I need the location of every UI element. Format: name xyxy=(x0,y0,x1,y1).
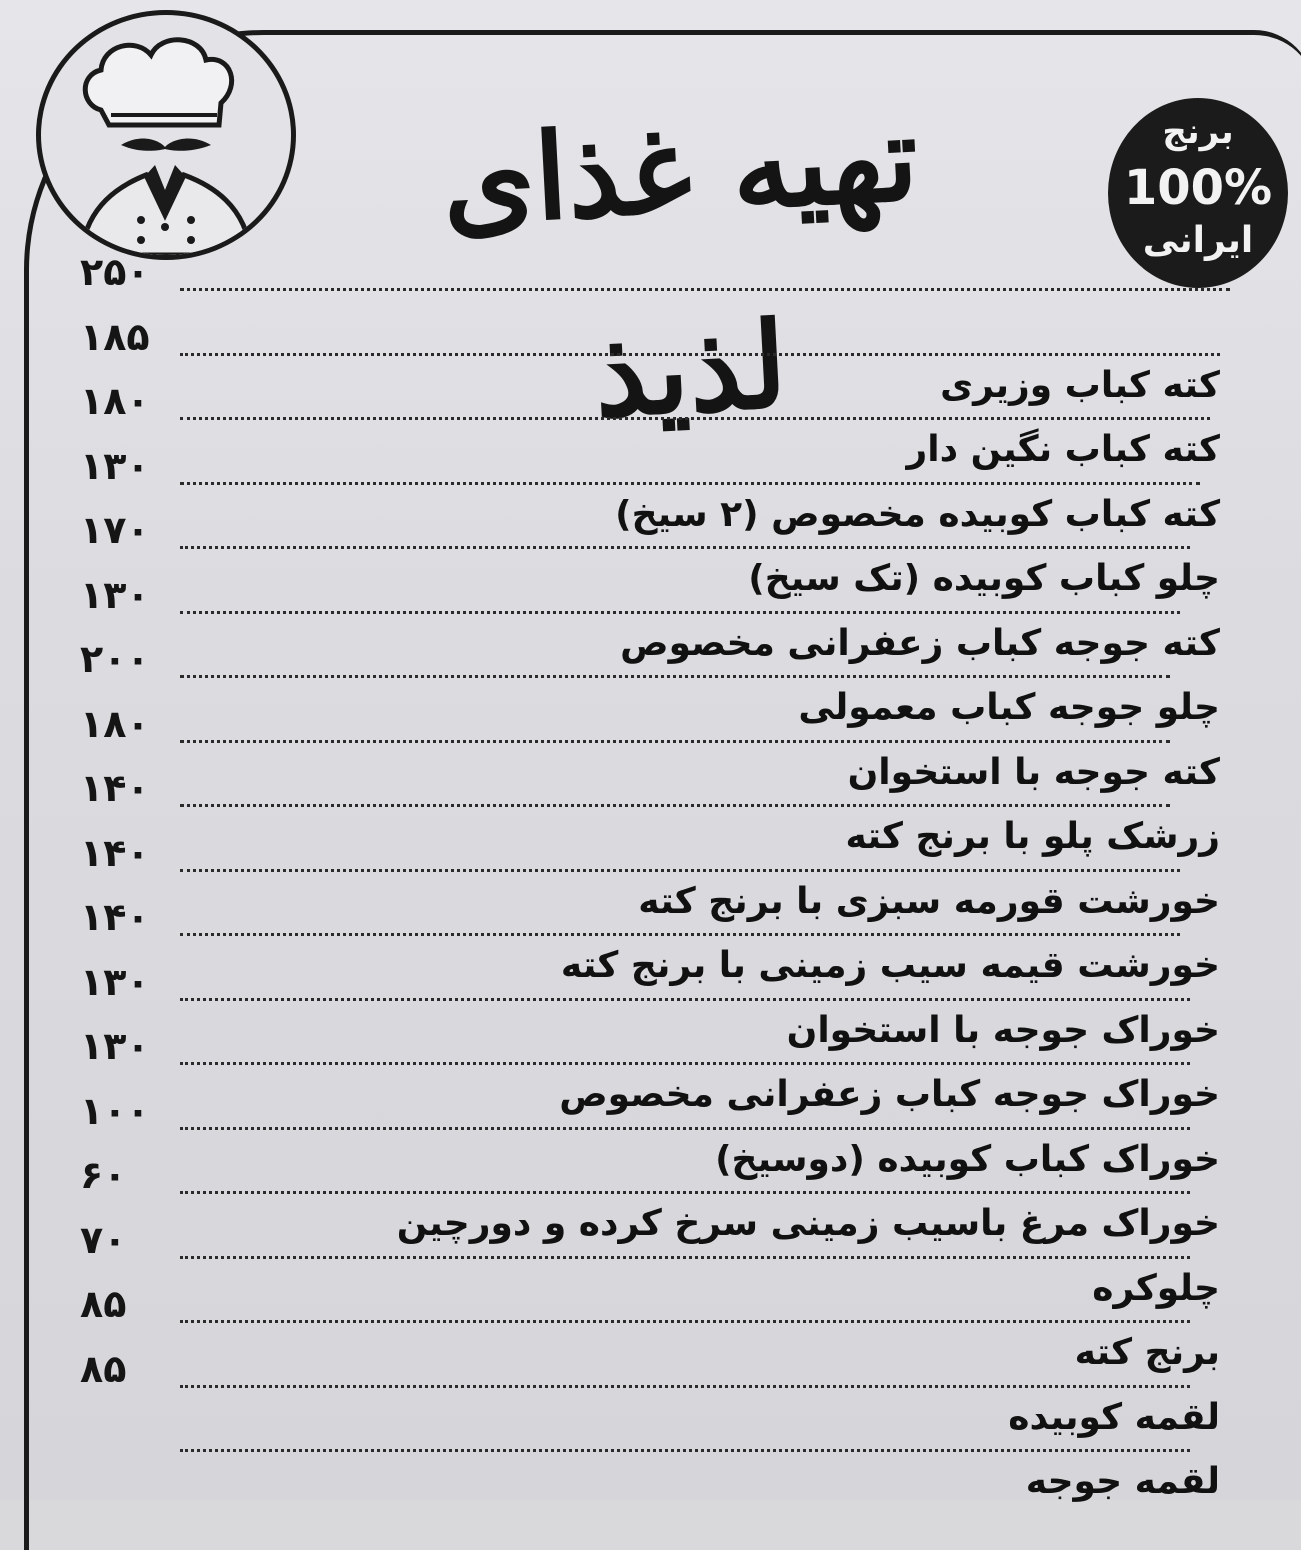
menu-item-name: خورشت قورمه سبزی با برنج کته xyxy=(638,880,1220,922)
menu-item-price: ۲۰۰ xyxy=(80,637,150,681)
restaurant-title: تهیه غذای لذیذ xyxy=(438,87,922,444)
chef-icon xyxy=(41,15,291,255)
menu-item-name: لقمه کوبیده xyxy=(1008,1396,1220,1438)
top-price-row xyxy=(60,250,1220,315)
menu-item-price: ۱۴۰ xyxy=(80,895,150,939)
menu-item-price: ۱۷۰ xyxy=(80,508,150,552)
price-leader-dots xyxy=(180,675,1170,678)
price-leader-dots xyxy=(180,611,1180,614)
menu-item-name: خوراک جوجه با استخوان xyxy=(786,1009,1220,1051)
price-leader-dots xyxy=(180,1320,1190,1323)
menu-item-name: برنج کته xyxy=(1074,1332,1220,1373)
badge-top-text: برنج xyxy=(1162,112,1234,152)
price-leader-dots xyxy=(180,804,1170,807)
menu-item-price: ۱۰۰ xyxy=(80,1088,150,1133)
menu-item-name: خوراک جوجه کباب زعفرانی مخصوص xyxy=(559,1074,1220,1115)
menu-item-price: ۱۸۰ xyxy=(80,379,150,423)
top-price: ۲۵۰ xyxy=(80,250,150,294)
menu-item-name: زرشک پلو با برنج کته xyxy=(845,816,1220,857)
menu-item-name: کته جوجه کباب زعفرانی مخصوص xyxy=(620,622,1220,664)
price-leader-dots xyxy=(180,546,1190,549)
chef-logo xyxy=(36,10,296,260)
price-leader-dots xyxy=(180,288,1230,291)
menu-item-price: ۱۳۰ xyxy=(80,572,150,617)
menu-item-price: ۱۴۰ xyxy=(80,766,150,810)
menu-item-price: ۱۸۵ xyxy=(80,314,150,359)
price-leader-dots xyxy=(180,1062,1190,1065)
price-leader-dots xyxy=(180,1191,1190,1194)
menu-item-price: ۱۴۰ xyxy=(80,830,150,875)
badge-percent-text: 100% xyxy=(1123,160,1273,216)
menu-list xyxy=(60,250,1220,1502)
price-leader-dots xyxy=(180,353,1220,356)
menu-item-row xyxy=(60,830,1220,922)
menu-item-price: ۷۰ xyxy=(80,1217,127,1262)
menu-item-name: چلوکره xyxy=(1092,1267,1220,1309)
price-leader-dots xyxy=(180,869,1180,872)
menu-item-price: ۶۰ xyxy=(80,1153,127,1197)
price-leader-dots xyxy=(180,482,1200,485)
menu-item-name: چلو جوجه کباب معمولی xyxy=(798,687,1220,728)
menu-item-row xyxy=(60,1282,1220,1373)
menu-item-name: خوراک مرغ باسیب زمینی سرخ کرده و دورچین xyxy=(396,1203,1220,1244)
menu-item-price: ۱۸۰ xyxy=(80,701,150,746)
menu-item-name: کته جوجه با استخوان xyxy=(847,751,1220,793)
menu-item-price: ۱۳۰ xyxy=(80,1024,150,1068)
price-leader-dots xyxy=(180,1127,1190,1130)
badge-bottom-text: ایرانی xyxy=(1142,220,1254,261)
menu-item-name: کته کباب وزیری xyxy=(940,364,1220,406)
menu-item-name: کته کباب نگین دار xyxy=(906,429,1220,470)
menu-item-row xyxy=(60,1411,1220,1502)
menu-item-price: ۱۳۰ xyxy=(80,959,150,1004)
price-leader-dots xyxy=(180,933,1180,936)
price-leader-dots xyxy=(180,1449,1190,1452)
menu-item-name: کته کباب کوبیده مخصوص (۲ سیخ) xyxy=(615,493,1220,535)
price-leader-dots xyxy=(180,1256,1190,1259)
menu-item-row xyxy=(60,766,1220,857)
price-leader-dots xyxy=(180,1385,1190,1388)
menu-item-price: ۸۵ xyxy=(80,1282,127,1326)
price-leader-dots xyxy=(180,740,1170,743)
menu-item-name: چلو کباب کوبیده (تک سیخ) xyxy=(748,558,1220,599)
menu-item-name: خوراک کباب کوبیده (دوسیخ) xyxy=(715,1138,1220,1180)
menu-item-name: لقمه جوجه xyxy=(1025,1461,1220,1502)
menu-item-row xyxy=(60,1346,1220,1438)
price-leader-dots xyxy=(180,998,1190,1001)
price-leader-dots xyxy=(180,417,1210,420)
menu-item-row xyxy=(60,959,1220,1051)
menu-item-name: خورشت قیمه سیب زمینی با برنج کته xyxy=(560,945,1220,986)
menu-item-price: ۱۳۰ xyxy=(80,443,150,488)
menu-item-price: ۸۵ xyxy=(80,1346,127,1391)
